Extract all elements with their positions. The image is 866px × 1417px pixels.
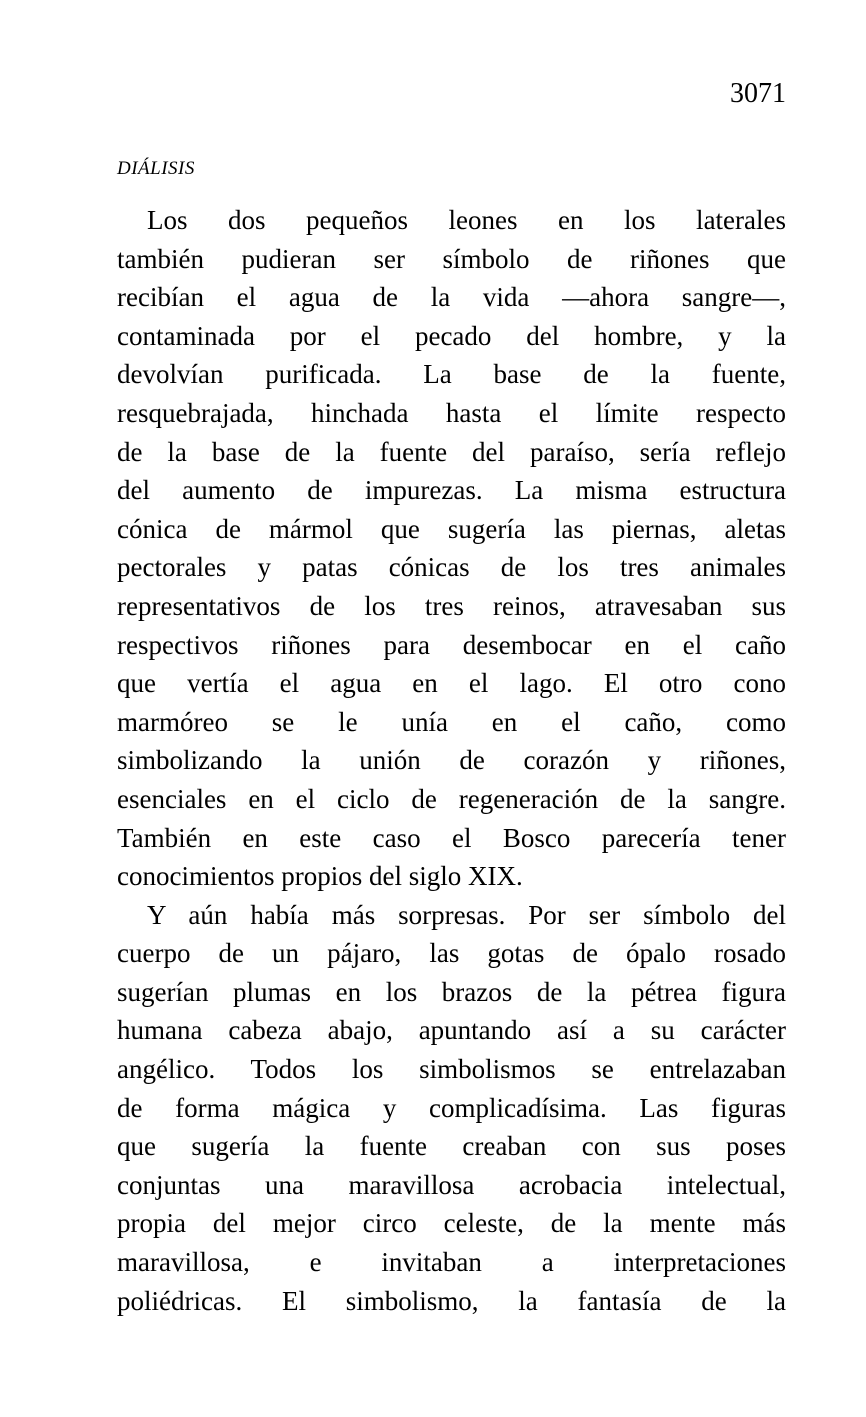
page-number: 3071: [730, 78, 786, 109]
text-line: resquebrajada, hinchada hasta el límite respecto: [117, 397, 786, 428]
text-line: recibían el agua de la vida —ahora sangre—,: [117, 282, 786, 313]
text-line: sugerían plumas en los brazos de la pétrea figura: [117, 976, 786, 1007]
text-line: poliédricas. El simbolismo, la fantasía de la: [117, 1285, 786, 1316]
paragraph: [117, 896, 786, 1321]
text-line: cónica de mármol que sugería las piernas, aletas: [117, 513, 786, 544]
text-line: que sugería la fuente creaban con sus poses: [117, 1131, 786, 1162]
text-line: de forma mágica y complicadísima. Las figuras: [117, 1092, 786, 1123]
paragraph: [117, 201, 786, 896]
text-line: representativos de los tres reinos, atravesaban sus: [117, 590, 786, 621]
text-line: también pudieran ser símbolo de riñones que: [117, 243, 786, 274]
text-line: pectorales y patas cónicas de los tres animales: [117, 552, 786, 583]
text-line: cuerpo de un pájaro, las gotas de ópalo rosado: [117, 938, 786, 969]
text-line: esenciales en el ciclo de regeneración de la sangre.: [117, 783, 786, 814]
text-line: devolvían purificada. La base de la fuente,: [117, 359, 786, 390]
text-line: conjuntas una maravillosa acrobacia intelectual,: [117, 1169, 786, 1200]
text-line: respectivos riñones para desembocar en el caño: [117, 629, 786, 660]
text-line: Y aún había más sorpresas. Por ser símbolo del: [147, 899, 786, 930]
text-line: simbolizando la unión de corazón y riñones,: [117, 745, 786, 776]
text-line: que vertía el agua en el lago. El otro cono: [117, 668, 786, 699]
body-text: [117, 201, 786, 1320]
text-line: de la base de la fuente del paraíso, sería reflejo: [117, 436, 786, 467]
text-line: conocimientos propios del siglo XIX.: [117, 861, 523, 892]
text-line: Los dos pequeños leones en los laterales: [147, 205, 786, 235]
text-line: humana cabeza abajo, apuntando así a su carácter: [117, 1015, 786, 1046]
text-line: propia del mejor circo celeste, de la mente más: [117, 1208, 786, 1239]
text-line: marmóreo se le unía en el caño, como: [117, 706, 786, 737]
text-line: maravillosa, e invitaban a interpretaciones: [117, 1247, 786, 1278]
text-line: También en este caso el Bosco parecería tener: [117, 822, 786, 853]
running-header: DIÁLISIS: [117, 158, 195, 179]
text-line: contaminada por el pecado del hombre, y la: [117, 320, 786, 351]
text-line: angélico. Todos los simbolismos se entrelazaban: [117, 1054, 786, 1085]
text-line: del aumento de impurezas. La misma estructura: [117, 475, 786, 506]
